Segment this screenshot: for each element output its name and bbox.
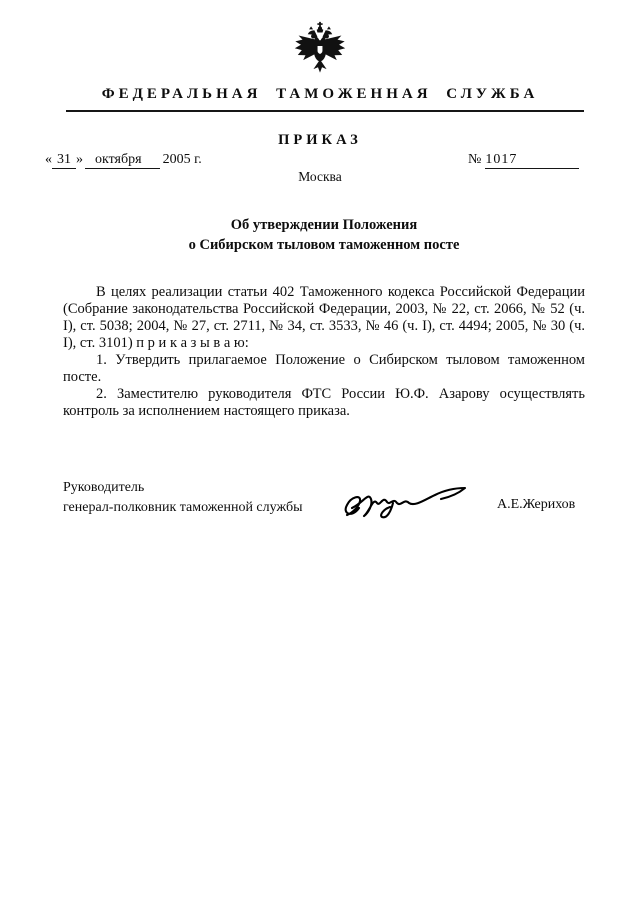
date-year: 2005 г.	[162, 152, 202, 167]
order-date	[45, 152, 202, 169]
signatory-position-line-2: генерал-полковник таможенной службы	[63, 500, 303, 515]
title-line-2: о Сибирском тыловом таможенном посте	[188, 237, 460, 253]
date-close-quote: »	[76, 152, 83, 167]
city-label: Москва	[298, 169, 342, 184]
handwritten-signature	[338, 480, 470, 524]
date-month: октября	[85, 152, 160, 169]
signatory-position	[63, 478, 302, 518]
preamble-paragraph: В целях реализации статьи 402 Таможенного кодекса Российской Федерации (Собрание законодательства Российской Федерации, 2003, № 22, ст. 2066, № 52 (ч. I), ст. 5038; 2004, № 27, ст. 2711, № 34, ст. 3533, № 46 (ч. I), ст. 4494; 2005, № 30 (ч. I), ст. 3101) п р и к а з ы в а ю:	[63, 284, 585, 351]
number-value: 1017	[485, 152, 579, 169]
org-name: ФЕДЕРАЛЬНАЯ ТАМОЖЕННАЯ СЛУЖБА	[101, 86, 539, 102]
signatory-name: А.Е.Жерихов	[497, 497, 576, 512]
order-item-1: 1. Утвердить прилагаемое Положение о Сибирском тыловом таможенном посте.	[63, 352, 585, 385]
title-line-1: Об утверждении Положения	[230, 217, 418, 233]
date-day: 31	[52, 152, 76, 169]
order-number	[468, 152, 579, 169]
russia-coat-of-arms-icon	[292, 20, 348, 78]
document-body	[63, 284, 585, 420]
number-sign: №	[468, 152, 482, 167]
doc-type-heading: ПРИКАЗ	[278, 132, 362, 148]
order-item-2: 2. Заместителю руководителя ФТС России Ю.Ф. Азарову осуществлять контроль за исполнением настоящего приказа.	[63, 386, 585, 419]
document-title	[63, 215, 585, 255]
header-divider	[66, 110, 584, 112]
signatory-position-line-1: Руководитель	[63, 480, 145, 495]
date-open-quote: «	[45, 152, 52, 167]
